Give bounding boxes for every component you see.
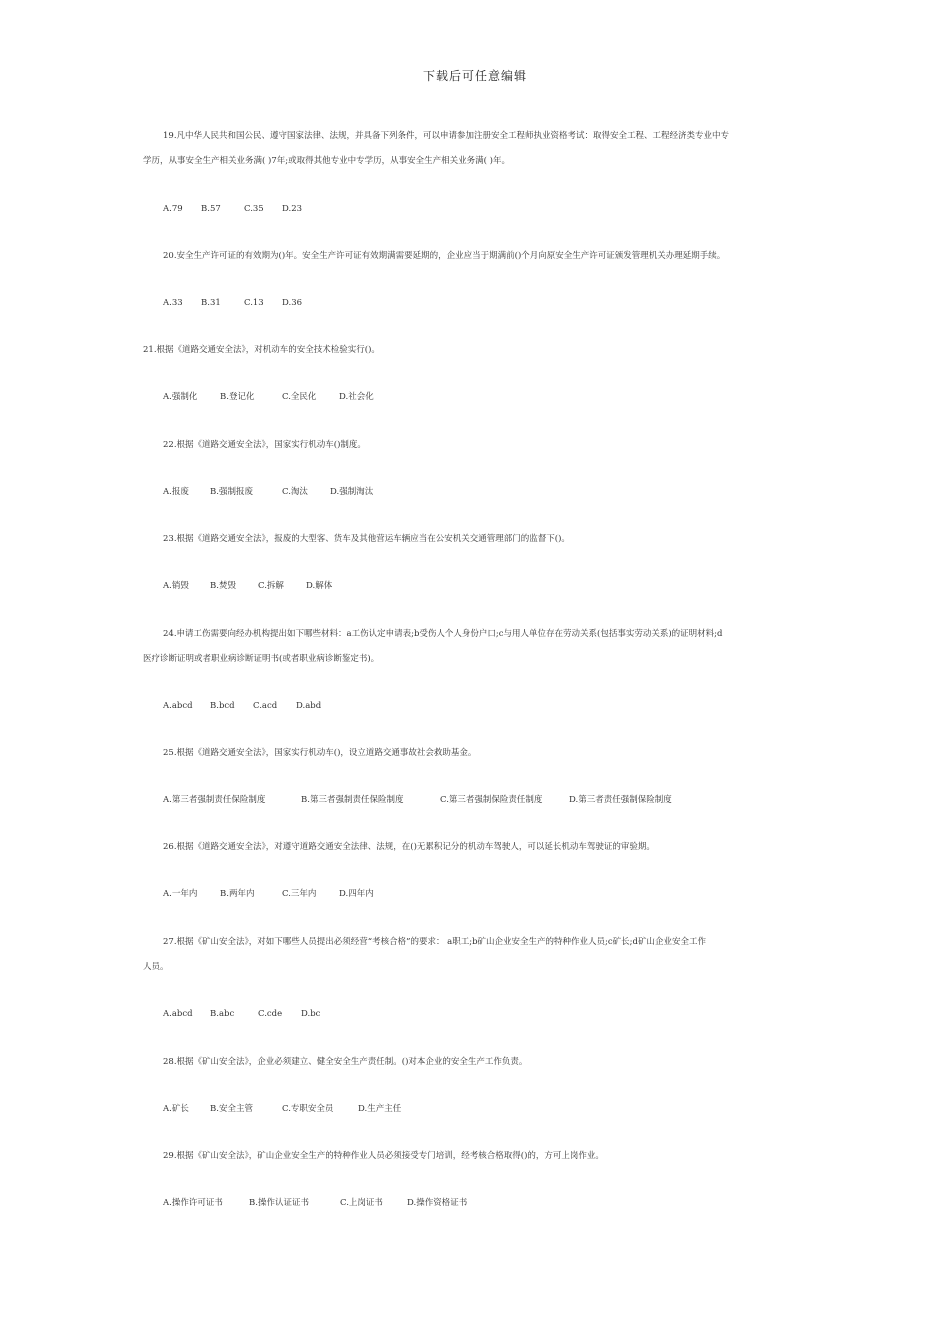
option-b: B.安全主管	[210, 1104, 253, 1114]
question-21-options	[143, 391, 833, 403]
question-23-line-1: 23.根据《道路交通安全法》，报废的大型客、货车及其他营运车辆应当在公安机关交通管理部门的监督下()。	[163, 534, 570, 544]
option-a: A.强制化	[163, 392, 198, 402]
question-25-line-1: 25.根据《道路交通安全法》，国家实行机动车()，设立道路交通事故社会救助基金。	[163, 748, 477, 758]
question-27-line-1: 27.根据《矿山安全法》，对如下哪些人员提出必须经营“考核合格”的要求： a职工;b矿山企业安全生产的特种作业人员;c矿长;d矿山企业安全工作	[163, 937, 706, 947]
option-c: C.13	[244, 298, 264, 308]
option-c: C.拆解	[258, 581, 284, 591]
option-d: D.操作资格证书	[407, 1198, 468, 1208]
page-header: 下载后可任意编辑	[422, 69, 527, 83]
option-b: B.强制报废	[210, 487, 253, 497]
question-22-line-1: 22.根据《道路交通安全法》，国家实行机动车()制度。	[163, 440, 366, 450]
question-19-options	[143, 203, 833, 215]
option-d: D.强制淘汰	[330, 487, 374, 497]
question-19-line-2: 学历，从事安全生产相关业务满( )7年;或取得其他专业中专学历，从事安全生产相关业务满( )年。	[143, 156, 510, 166]
question-22-options	[143, 486, 833, 498]
question-24-line-2: 医疗诊断证明或者职业病诊断证明书(或者职业病诊断鉴定书)。	[143, 654, 380, 664]
option-b: B.两年内	[220, 889, 255, 899]
option-a: A.销毁	[163, 581, 189, 591]
option-d: D.社会化	[339, 392, 374, 402]
option-a: A.第三者强制责任保险制度	[163, 795, 266, 805]
option-b: B.31	[201, 298, 221, 308]
option-a: A.报废	[163, 487, 189, 497]
option-c: C.cde	[258, 1009, 283, 1019]
question-28-line-1: 28.根据《矿山安全法》，企业必须建立、健全安全生产责任制。()对本企业的安全生产工作负责。	[163, 1057, 528, 1067]
option-d: D.36	[282, 298, 303, 308]
option-d: D.第三者责任强制保险制度	[569, 795, 672, 805]
option-a: A.一年内	[163, 889, 198, 899]
question-21-line-1: 21.根据《道路交通安全法》，对机动车的安全技术检验实行()。	[143, 345, 380, 355]
option-c: C.三年内	[282, 889, 317, 899]
option-d: D.abd	[296, 701, 322, 711]
option-d: D.bc	[301, 1009, 321, 1019]
option-a: A.33	[163, 298, 183, 308]
option-c: C.35	[244, 204, 264, 214]
question-25-options	[143, 794, 833, 806]
question-29-line-1: 29.根据《矿山安全法》，矿山企业安全生产的特种作业人员必须接受专门培训，经考核合格取得()的，方可上岗作业。	[163, 1151, 604, 1161]
option-c: C.acd	[253, 701, 278, 711]
option-b: B.操作认证证书	[249, 1198, 309, 1208]
question-29-options	[143, 1197, 833, 1209]
option-a: A.操作许可证书	[163, 1198, 223, 1208]
option-c: C.淘汰	[282, 487, 308, 497]
option-a: A.abcd	[163, 701, 193, 711]
option-b: B.abc	[210, 1009, 235, 1019]
question-24-line-1: 24.申请工伤需要向经办机构提出如下哪些材料：a工伤认定申请表;b受伤人个人身份户口;c与用人单位存在劳动关系(包括事实劳动关系)的证明材料;d	[163, 629, 723, 639]
question-27-line-2: 人员。	[143, 962, 169, 972]
question-23-options	[143, 580, 833, 592]
option-d: D.生产主任	[358, 1104, 402, 1114]
option-a: A.abcd	[163, 1009, 193, 1019]
option-d: D.四年内	[339, 889, 374, 899]
option-d: D.23	[282, 204, 303, 214]
question-20-line-1: 20.安全生产许可证的有效期为()年。安全生产许可证有效期满需要延期的，企业应当于期满前()个月向原安全生产许可证颁发管理机关办理延期手续。	[163, 251, 726, 261]
question-27-options	[143, 1008, 833, 1020]
question-28-options	[143, 1103, 833, 1115]
option-d: D.解体	[306, 581, 333, 591]
option-a: A.79	[163, 204, 183, 214]
question-26-options	[143, 888, 833, 900]
option-c: C.专职安全员	[282, 1104, 334, 1114]
option-c: C.上岗证书	[340, 1198, 383, 1208]
option-c: C.全民化	[282, 392, 317, 402]
option-b: B.bcd	[210, 701, 235, 711]
question-19-line-1: 19.凡中华人民共和国公民、遵守国家法律、法规，并具备下列条件，可以申请参加注册安全工程师执业资格考试：取得安全工程、工程经济类专业中专	[163, 131, 730, 141]
question-24-options	[143, 700, 833, 712]
question-20-options	[143, 297, 833, 309]
option-b: B.焚毁	[210, 581, 236, 591]
option-b: B.登记化	[220, 392, 255, 402]
question-26-line-1: 26.根据《道路交通安全法》，对遵守道路交通安全法律、法规，在()无累积记分的机动车驾驶人，可以延长机动车驾驶证的审验期。	[163, 842, 655, 852]
option-b: B.57	[201, 204, 221, 214]
option-c: C.第三者强制保险责任制度	[440, 795, 543, 805]
option-a: A.矿长	[163, 1104, 189, 1114]
option-b: B.第三者强制责任保险制度	[301, 795, 404, 805]
